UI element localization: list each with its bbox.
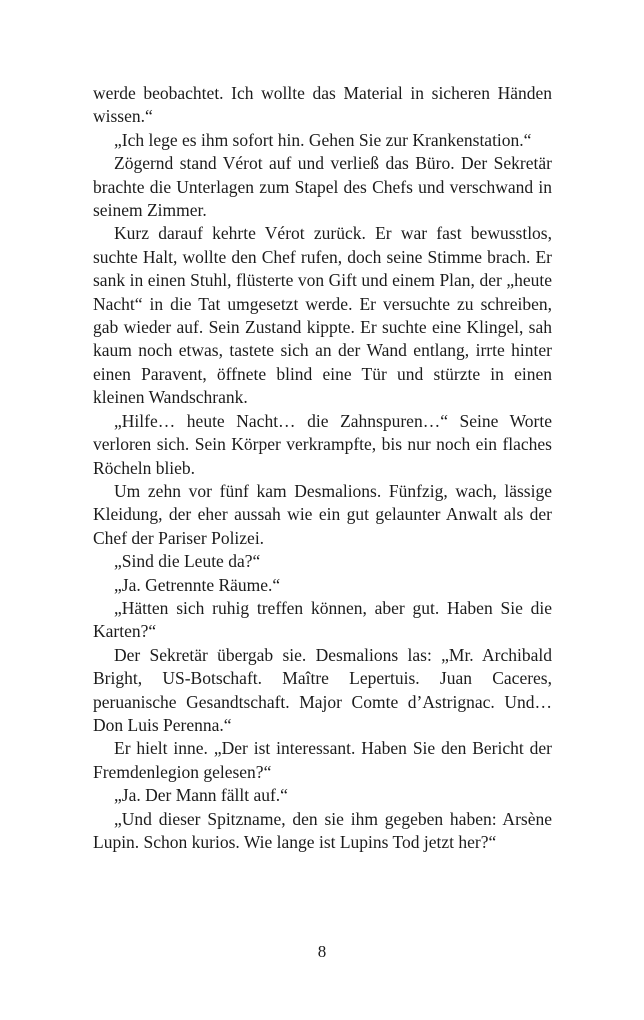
paragraph: Um zehn vor fünf kam Desmalions. Fünfzig, wach, lässige Kleidung, der eher aussah wie ein gut gelaunter Anwalt als der Chef der Pariser Polizei. [93, 480, 552, 548]
paragraph: „Ja. Der Mann fällt auf.“ [114, 785, 288, 806]
paragraph: „Sind die Leute da?“ [114, 551, 261, 572]
paragraph: „Ich lege es ihm sofort hin. Gehen Sie zur Krankenstation.“ [114, 129, 532, 150]
paragraph: Er hielt inne. „Der ist interessant. Haben Sie den Bericht der Fremdenlegion gelesen?“ [93, 738, 552, 782]
text-block [93, 82, 552, 854]
paragraph: Kurz darauf kehrte Vérot zurück. Er war fast bewusstlos, suchte Halt, wollte den Chef rufen, doch seine Stimme brach. Er sank in einen Stuhl, flüsterte von Gift und einem Plan, der „heute Nacht“ in die Tat umgesetzt werde. Er versuchte zu schreiben, gab wieder auf. Sein Zustand kippte. Er suchte eine Klingel, sah kaum noch etwas, tastete sich an der Wand entlang, irrte hinter einen Paravent, öffnete blind eine Tür und stürzte in einen kleinen Wandschrank. [93, 223, 552, 408]
paragraph: „Hilfe… heute Nacht… die Zahnspuren…“ Seine Worte verloren sich. Sein Körper verkrampfte, bis nur noch ein flaches Röcheln blieb. [93, 410, 552, 478]
paragraph: Der Sekretär übergab sie. Desmalions las: „Mr. Archibald Bright, US-Botschaft. Maître Lepertuis. Juan Caceres, peruanische Gesandtschaft. Major Comte d’Astrignac. Und… Don Luis Perenna.“ [93, 644, 552, 735]
paragraph: werde beobachtet. Ich wollte das Material in sicheren Händen wissen.“ [93, 83, 552, 127]
paragraph: „Ja. Getrennte Räume.“ [114, 574, 281, 595]
paragraph: Zögernd stand Vérot auf und verließ das Büro. Der Sekretär brachte die Unterlagen zum Stapel des Chefs und verschwand in seinem Zimmer. [93, 153, 552, 221]
paragraph: „Und dieser Spitzname, den sie ihm gegeben haben: Arsène Lupin. Schon kurios. Wie lange ist Lupins Tod jetzt her?“ [93, 808, 552, 852]
paragraph: „Hätten sich ruhig treffen können, aber gut. Haben Sie die Karten?“ [93, 597, 552, 642]
page-number: 8 [317, 942, 327, 961]
